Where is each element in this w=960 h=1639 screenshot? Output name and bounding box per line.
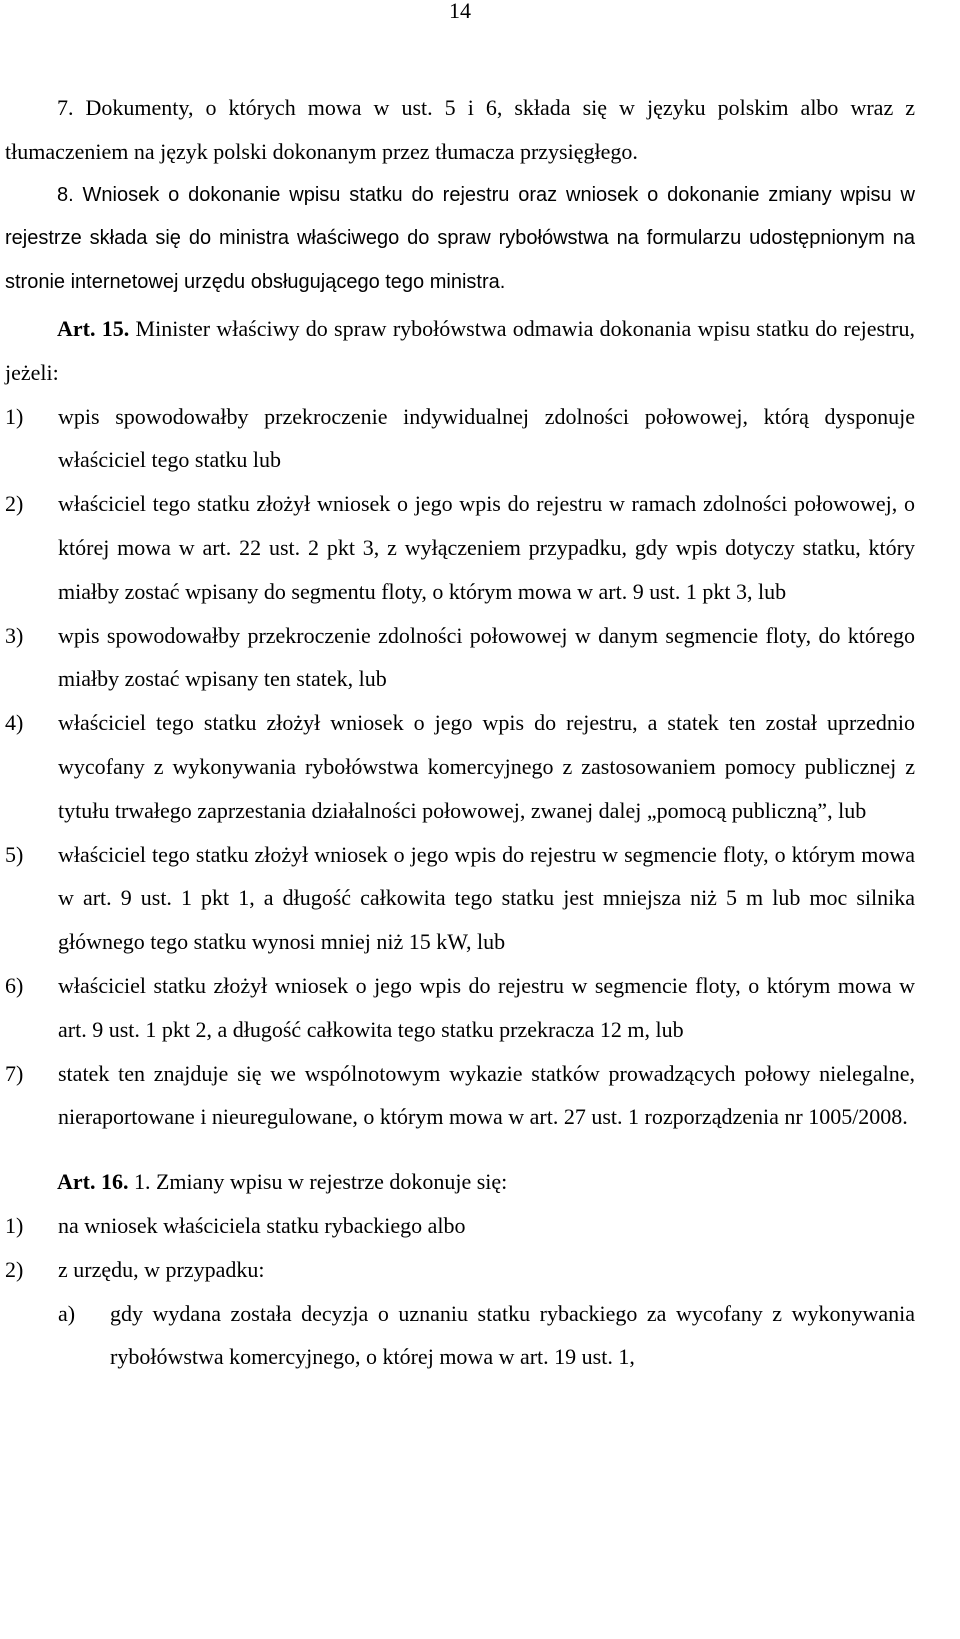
art-16-intro [5,1160,915,1204]
list-item-number: 1) [5,403,24,429]
art-15-intro [5,307,915,395]
list-item [5,964,915,1052]
list-item-text: właściciel tego statku złożył wniosek o jego wpis do rejestru, a statek ten został uprzednio wycofany z wykonywania rybołówstwa komercyjnego z zastosowaniem pomocy publicznej z tytułu trwałego zaprzestania działalności połowowej, zwanej dalej „pomocą publiczną”, lub [58,710,915,823]
list-item [5,614,915,702]
sub-list-item-letter: a) [58,1300,76,1326]
list-item-text: statek ten znajduje się we wspólnotowym wykazie statków prowadzących połowy nielegalne, nieraportowane i nieuregulowane, o którym mowa w art. 27 ust. 1 rozporządzenia nr 1005/2008. [58,1060,915,1130]
list-item-number: 7) [5,1060,24,1086]
list-item-text: właściciel tego statku złożył wniosek o jego wpis do rejestru w ramach zdolności połowowej, o której mowa w art. 22 ust. 2 pkt 3, z wyłączeniem przypadku, gdy wpis dotyczy statku, który miałby zostać wpisany do segmentu floty, o którym mowa w art. 9 ust. 1 pkt 3, lub [58,491,915,604]
list-item-text: wpis spowodowałby przekroczenie zdolności połowowej w danym segmencie floty, do którego miałby zostać wpisany ten statek, lub [58,622,915,692]
art-16-heading: Art. 16. [57,1169,129,1195]
document-body [5,86,915,1379]
list-item [5,701,915,832]
art-15-heading: Art. 15. [57,315,130,341]
paragraph-7: 7. Dokumenty, o których mowa w ust. 5 i 6, składa się w języku polskim albo wraz z tłumaczeniem na język polski dokonanym przez tłumacza przysięgłego. [5,95,915,164]
list-item-number: 1) [5,1212,24,1238]
list-item-number: 2) [5,1256,24,1282]
art-16-intro-text: 1. Zmiany wpisu w rejestrze dokonuje się: [128,1169,508,1195]
art-15-intro-text: Minister właściwy do spraw rybołówstwa odmawia dokonania wpisu statku do rejestru, jeżeli: [5,315,915,385]
list-item [5,1052,915,1140]
list-item-number: 4) [5,710,24,736]
list-item-text: właściciel tego statku złożył wniosek o jego wpis do rejestru w segmencie floty, o którym mowa w art. 9 ust. 1 pkt 1, a długość całkowita tego statku jest mniejsza niż 5 m lub moc silnika głównego tego statku wynosi mniej niż 15 kW, lub [58,841,915,955]
list-item-text: właściciel statku złożył wniosek o jego wpis do rejestru w segmencie floty, o którym mowa w art. 9 ust. 1 pkt 2, a długość całkowita tego statku przekracza 12 m, lub [58,972,915,1042]
list-item-number: 6) [5,972,24,998]
sub-list-item [5,1292,915,1380]
list-item [5,482,915,613]
list-item-number: 5) [5,841,24,867]
list-item [5,833,915,964]
list-item [5,395,915,483]
sub-list-item-text: gdy wydana została decyzja o uznaniu statku rybackiego za wycofany z wykonywania rybołówstwa komercyjnego, o której mowa w art. 19 ust. 1, [110,1300,915,1370]
list-item-text: z urzędu, w przypadku: [58,1256,265,1282]
list-item [5,1204,915,1248]
list-item [5,1248,915,1292]
list-item-number: 2) [5,491,24,517]
list-item-text: wpis spowodowałby przekroczenie indywidualnej zdolności połowowej, którą dysponuje właściciel tego statku lub [58,403,915,473]
paragraph-8: 8. Wniosek o dokonanie wpisu statku do rejestru oraz wniosek o dokonanie zmiany wpisu w rejestrze składa się do ministra właściwego do spraw rybołówstwa na formularzu udostępnionym na stronie internetowej urzędu obsługującego tego ministra. [5,183,915,294]
list-item-text: na wniosek właściciela statku rybackiego albo [58,1212,466,1238]
list-item-number: 3) [5,622,24,648]
page-number: 14 [449,0,471,23]
